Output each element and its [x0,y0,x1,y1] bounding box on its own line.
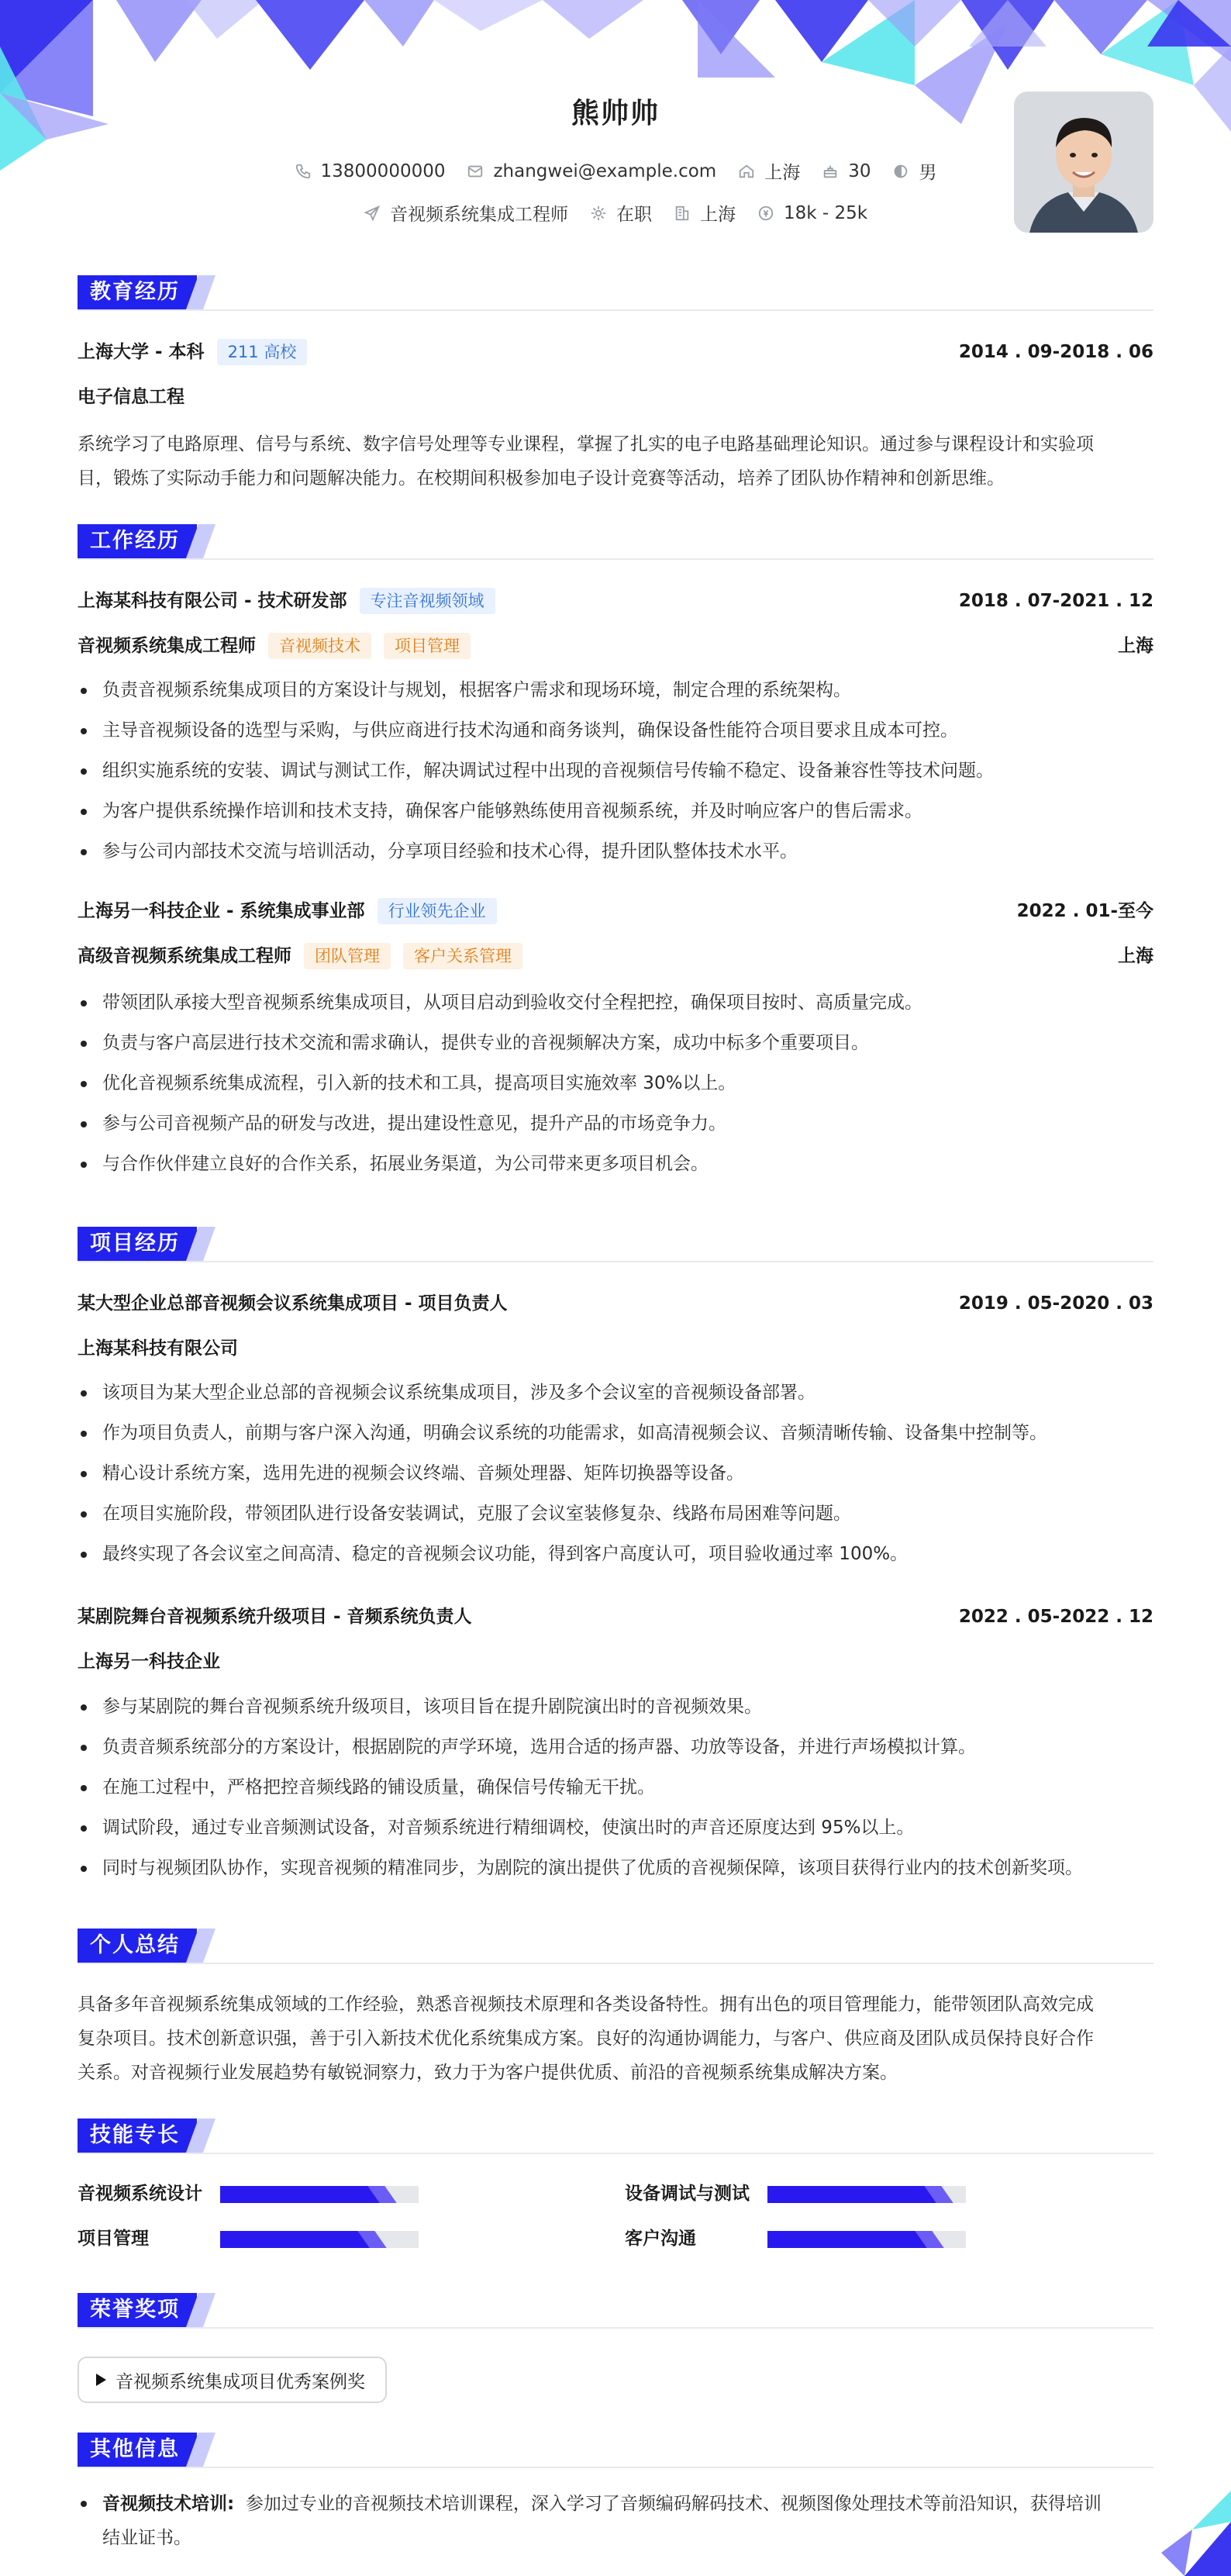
list-item: 参与某剧院的舞台音视频系统升级项目，该项目旨在提升剧院演出时的音视频效果。 [78,1691,1153,1722]
section-title: 荣誉奖项 [78,2293,197,2327]
other-info-text: 参加过专业的音视频技术培训课程，深入学习了音频编码解码技术、视频图像处理技术等前沿知识，获得培训 [245,2494,1102,2514]
list-item: 为客户提供系统操作培训和技术支持，确保客户能够熟练使用音视频系统，并及时响应客户的售后需求。 [78,796,1153,827]
other-info-label: 音视频技术培训: [102,2494,235,2514]
education-row [78,339,1153,365]
project-header-row [78,1290,1153,1317]
summary-line: 复杂项目。技术创新意识强，善于引入新技术优化系统集成方案。良好的沟通协调能力，与客户、供应商及团队成员保持良好合作 [78,2029,1094,2049]
skill-name: 客户沟通 [625,2229,696,2249]
summary-section [78,1929,1153,2099]
school-name: 上海大学 - 本科 [78,342,205,362]
job-header-row [78,898,1153,924]
education-section [78,275,1153,500]
list-item: 负责音视频系统集成项目的方案设计与规划，根据客户需求和现场环境，制定合理的系统架构。 [78,675,1153,706]
skill-tag: 音视频技术 [268,633,371,659]
building-icon [674,205,691,222]
list-item: 该项目为某大型企业总部的音视频会议系统集成项目，涉及多个会议室的音视频设备部署。 [78,1377,1153,1408]
list-item: 带领团队承接大型音视频系统集成项目，从项目启动到验收交付全程把控，确保项目按时、高质量完成。 [78,987,1153,1018]
list-item: 主导音视频设备的选型与采购，与供应商进行技术沟通和商务谈判，确保设备性能符合项目要求且成本可控。 [78,715,1153,746]
section-header [78,1227,1153,1262]
skill-item [78,2226,512,2252]
section-title: 教育经历 [78,275,197,309]
project-org: 上海另一科技企业 [78,1652,220,1672]
phone-text: 13800000000 [320,161,446,181]
phone-icon [295,163,312,180]
skill-tag: 项目管理 [384,633,471,659]
position-title: 高级音视频系统集成工程师 [78,946,291,966]
phone-item [295,161,446,181]
education-desc-line: 系统学习了电路原理、信号与系统、数字信号处理等专业课程，掌握了扎实的电子电路基础理论知识。通过参与课程设计和实验项 [78,434,1094,454]
education-description [78,427,1153,496]
company-name: 上海某科技有限公司 - 技术研发部 [78,591,347,611]
award-name: 音视频系统集成项目优秀案例奖 [116,2371,365,2392]
list-item: 参与公司音视频产品的研发与改进，提出建设性意见，提升产品的市场竞争力。 [78,1108,1153,1139]
list-item: 负责与客户高层进行技术交流和需求确认，提供专业的音视频解决方案，成功中标多个重要项目。 [78,1027,1153,1058]
project-org-row [78,1649,1153,1675]
skill-tag: 团队管理 [304,943,391,969]
project-name: 某剧院舞台音视频系统升级项目 - 音频系统负责人 [78,1607,472,1627]
other-info-text-cont: 结业证书。 [102,2528,191,2548]
job-header-row [78,588,1153,614]
section-header [78,2293,1153,2329]
home-icon [738,163,755,180]
list-item: 与合作伙伴建立良好的合作关系，拓展业务渠道，为公司带来更多项目机会。 [78,1148,1153,1179]
award-item [78,2357,387,2403]
project-header-row [78,1604,1153,1630]
section-header [78,2433,1153,2468]
skill-level-bar [767,2186,966,2203]
list-item: 调试阶段，通过专业音频测试设备，对音频系统进行精细调校，使演出时的声音还原度达到 95%以上。 [78,1812,1153,1843]
section-title: 其他信息 [78,2433,197,2467]
awards-section [78,2293,1153,2409]
job-date: 2018 . 07-2021 . 12 [958,591,1153,611]
major-row [78,384,1153,410]
skill-item [625,2181,1059,2207]
target-job-text: 音视频系统集成工程师 [389,205,568,225]
position-title: 音视频系统集成工程师 [78,636,256,656]
skill-level-bar [220,2231,419,2248]
list-item: 最终实现了各会议室之间高清、稳定的音视频会议功能，得到客户高度认可，项目验收通过率 100%。 [78,1538,1153,1569]
school-tag: 211 高校 [217,339,308,365]
position-row [78,943,1153,969]
list-item: 在施工过程中，严格把控音频线路的铺设质量，确保信号传输无干扰。 [78,1772,1153,1803]
gender-icon [892,163,909,180]
skill-item [625,2226,1059,2252]
age-text: 30 [848,161,871,181]
project-name: 某大型企业总部音视频会议系统集成项目 - 项目负责人 [78,1293,508,1314]
play-icon [96,2374,106,2386]
section-title: 技能专长 [78,2118,197,2153]
skill-item [78,2181,512,2207]
mail-icon [467,163,484,180]
company-tag: 专注音视频领域 [360,588,495,614]
list-item: 参与公司内部技术交流与培训活动，分享项目经验和技术心得，提升团队整体技术水平。 [78,836,1153,867]
project-date: 2019 . 05-2020 . 03 [958,1293,1153,1314]
list-item: 优化音视频系统集成流程，引入新的技术和工具，提高项目实施效率 30%以上。 [78,1068,1153,1099]
status-item [590,200,652,226]
job-city: 上海 [1118,636,1153,656]
city-text: 上海 [764,163,801,183]
cake-icon [822,163,839,180]
list-item: 同时与视频团队协作，实现音视频的精准同步，为剧院的演出提供了优质的音视频保障，该项目获得行业内的技术创新奖项。 [78,1853,1153,1884]
section-header [78,524,1153,560]
list-item: 作为项目负责人，前期与客户深入沟通，明确会议系统的功能需求，如高清视频会议、音频清晰传输、设备集中控制等。 [78,1417,1153,1449]
summary-text [78,1987,1153,2090]
send-icon [364,205,381,222]
age-item [822,161,871,181]
section-header [78,2118,1153,2154]
project-org-row [78,1335,1153,1362]
major-name: 电子信息工程 [78,387,184,407]
education-date: 2014 . 09-2018 . 06 [958,342,1153,362]
list-item: 在项目实施阶段，带领团队进行设备安装调试，克服了会议室装修复杂、线路布局困难等问题。 [78,1498,1153,1529]
skills-section [78,2118,1153,2274]
other-info-item [78,2487,1153,2555]
list-item: 负责音频系统部分的方案设计，根据剧院的声学环境，选用合适的扬声器、功放等设备，并进行声场模拟计算。 [78,1732,1153,1763]
section-title: 项目经历 [78,1227,197,1261]
section-header [78,275,1153,311]
email-text: zhangwei@example.com [493,161,717,181]
salary-text: 18k - 25k [783,202,868,223]
gender-item [892,158,936,184]
skill-name: 音视频系统设计 [78,2184,202,2204]
skill-tag: 客户关系管理 [403,943,522,969]
email-item [467,161,716,181]
gear-icon [590,205,607,222]
resume-header [0,0,1231,256]
job-date: 2022 . 01-至今 [1016,901,1153,921]
avatar [1014,92,1153,233]
list-item: 组织实施系统的安装、调试与测试工作，解决调试过程中出现的音视频信号传输不稳定、设备兼容性等技术问题。 [78,755,1153,786]
footer-decoration [1146,2491,1231,2576]
city-item [738,158,800,184]
education-desc-line: 目，锻炼了实际动手能力和问题解决能力。在校期间积极参加电子设计竞赛等活动，培养了团队协作精神和创新思维。 [78,468,1005,489]
section-title: 个人总结 [78,1929,197,1963]
skill-name: 项目管理 [78,2229,149,2249]
summary-line: 具备多年音视频系统集成领域的工作经验，熟悉音视频技术原理和各类设备特性。拥有出色的项目管理能力，能带领团队高效完成 [78,1994,1094,2015]
gender-text: 男 [919,163,937,183]
company-tag: 行业领先企业 [378,898,497,924]
status-text: 在职 [616,205,652,225]
list-item: 精心设计系统方案，选用先进的视频会议终端、音频处理器、矩阵切换器等设备。 [78,1458,1153,1489]
project-date: 2022 . 05-2022 . 12 [958,1607,1153,1627]
work-section [78,524,1153,1199]
other-section [78,2433,1153,2564]
skill-level-bar [767,2231,966,2248]
target-city-item [674,200,736,226]
position-row [78,633,1153,659]
skill-level-bar [220,2186,419,2203]
projects-section [78,1227,1153,1901]
portrait-photo [1014,92,1153,233]
money-icon [757,205,774,222]
section-header [78,1929,1153,1964]
summary-line: 关系。对音视频行业发展趋势有敏锐洞察力，致力于为客户提供优质、前沿的音视频系统集成解决方案。 [78,2063,898,2083]
target-job-item [364,200,568,226]
target-city-text: 上海 [699,205,736,225]
section-title: 工作经历 [78,524,197,558]
salary-item [757,203,867,223]
candidate-name: 熊帅帅 [571,98,660,129]
company-name: 上海另一科技企业 - 系统集成事业部 [78,901,365,921]
skill-name: 设备调试与测试 [625,2184,750,2204]
job-city: 上海 [1118,946,1153,966]
project-org: 上海某科技有限公司 [78,1338,238,1359]
